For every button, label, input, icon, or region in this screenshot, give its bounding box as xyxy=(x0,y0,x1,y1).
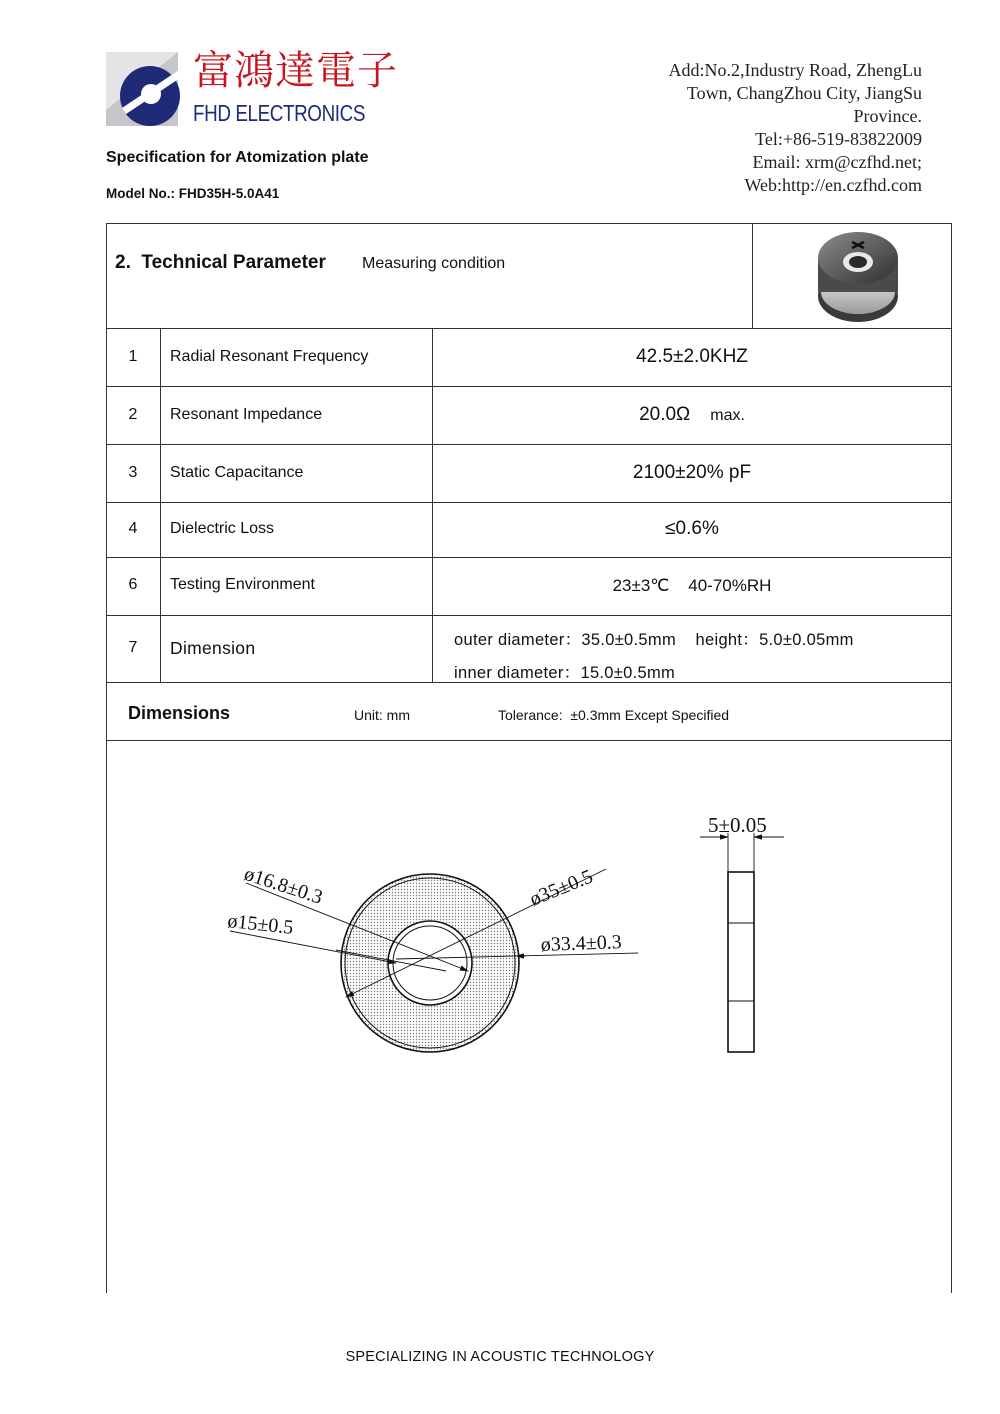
label-d35: ø35±0.5 xyxy=(526,865,597,911)
dimension-drawing xyxy=(106,741,952,1293)
phone-line: Tel:+86-519-83822009 xyxy=(755,129,922,149)
table-divider xyxy=(106,615,952,616)
param-name: Dimension xyxy=(170,638,256,658)
ring-side-view xyxy=(700,833,784,1052)
company-name-cn: 富鴻達電子 xyxy=(193,48,398,94)
row-number: 3 xyxy=(128,464,138,481)
footer-tagline: SPECIALIZING IN ACOUSTIC TECHNOLOGY xyxy=(345,1349,655,1365)
row-number: 1 xyxy=(128,348,138,365)
row-number: 4 xyxy=(128,520,138,537)
measuring-condition: Measuring condition xyxy=(362,255,506,272)
table-divider xyxy=(106,444,952,445)
label-d16-8: ø16.8±0.3 xyxy=(241,862,326,909)
web-line: Web:http://en.czfhd.com xyxy=(744,175,922,195)
impedance-value: 20.0Ω xyxy=(639,404,691,425)
row-number: 2 xyxy=(128,406,138,423)
impedance-suffix: max. xyxy=(710,407,745,424)
company-address xyxy=(669,59,922,197)
table-divider xyxy=(106,328,952,329)
product-photo-icon xyxy=(812,226,904,326)
table-divider xyxy=(106,502,952,503)
column-divider xyxy=(432,328,433,682)
param-name: Resonant Impedance xyxy=(170,406,323,423)
address-line: Town, ChangZhou City, JiangSu xyxy=(686,83,922,103)
param-value xyxy=(432,404,952,426)
dimension-line-2: inner diameter：15.0±0.5mm xyxy=(454,664,676,682)
header-divider xyxy=(752,223,753,328)
column-divider xyxy=(160,328,161,682)
address-line: Province. xyxy=(853,106,922,126)
param-name: Dielectric Loss xyxy=(170,520,275,537)
param-value: 2100±20% pF xyxy=(632,462,752,483)
address-line: Add:No.2,Industry Road, ZhengLu xyxy=(668,60,922,80)
table-divider xyxy=(106,386,952,387)
section-title: 2. Technical Parameter xyxy=(115,252,326,273)
tolerance-label: Tolerance: ±0.3mm Except Specified xyxy=(498,707,730,723)
label-d33-4: ø33.4±0.3 xyxy=(540,931,623,956)
dimensions-heading: Dimensions xyxy=(128,703,231,723)
label-d15: ø15±0.5 xyxy=(226,910,295,939)
company-name-en: FHD ELECTRONICS xyxy=(193,100,365,126)
model-number: Model No.: FHD35H-5.0A41 xyxy=(106,186,280,201)
email-line: Email: xrm@czfhd.net; xyxy=(752,152,922,172)
row-number: 7 xyxy=(128,639,138,656)
param-value: ≤0.6% xyxy=(665,518,719,539)
spec-title: Specification for Atomization plate xyxy=(106,149,369,166)
param-name: Radial Resonant Frequency xyxy=(170,348,369,365)
unit-label: Unit: mm xyxy=(354,707,410,723)
row-number: 6 xyxy=(128,576,138,593)
dimension-line-1: outer diameter：35.0±0.5mm height：5.0±0.05mm xyxy=(454,631,854,649)
param-value: 42.5±2.0KHZ xyxy=(636,346,748,367)
label-thickness: 5±0.05 xyxy=(708,813,767,837)
table-divider xyxy=(106,557,952,558)
param-value: 23±3℃ 40-70%RH xyxy=(612,576,772,595)
param-name: Static Capacitance xyxy=(170,464,304,481)
param-name: Testing Environment xyxy=(170,576,315,593)
